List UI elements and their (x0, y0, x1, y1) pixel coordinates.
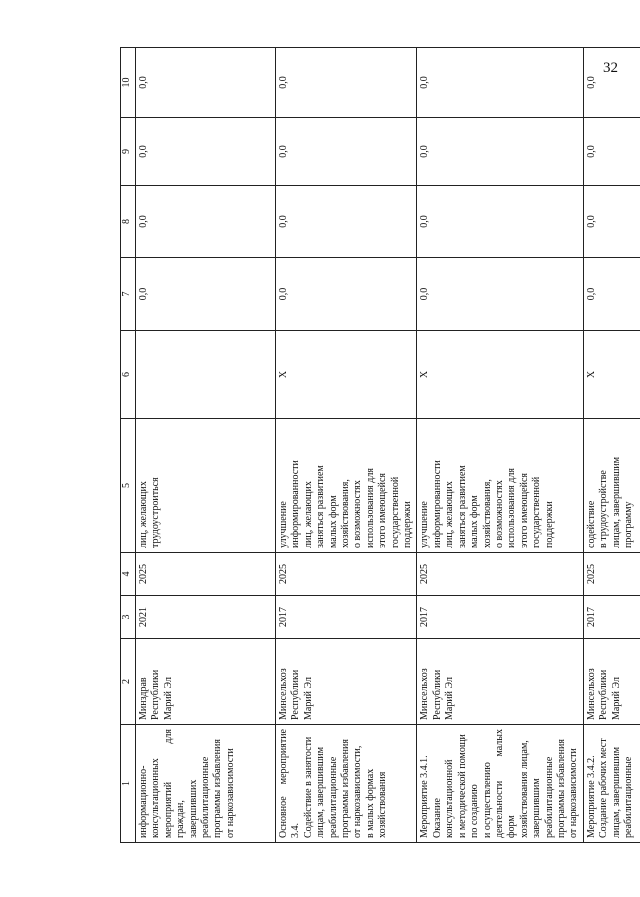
value-cell: 0,0 (583, 48, 640, 118)
mark-cell: X (417, 331, 583, 419)
result-cell: улучшение информированности лиц, желающих заняться развитием малых форм хозяйствования, о возможностях использования для этого имеющейся государственной поддержки (417, 419, 583, 553)
value-cell: 0,0 (583, 186, 640, 258)
mark-cell (136, 331, 276, 419)
value-cell: 0,0 (136, 258, 276, 331)
measure-cell: Основное мероприятие 3.4. Содействие в занятости лицам, завершившим реабилитационные программы избавления от наркозависимости, в малых формах хозяйствования (276, 725, 417, 843)
column-header: 8 (121, 186, 136, 258)
column-header: 2 (121, 639, 136, 725)
measure-cell: Мероприятие 3.4.1. Оказание консультационной и методической помощи по созданию и осуществлению деятельности малых форм хозяйствования лицам, завершившим реабилитационные программы избавления от наркозависимости (417, 725, 583, 843)
column-header: 10 (121, 48, 136, 118)
end-year-cell: 2025 (583, 553, 640, 596)
start-year-cell: 2017 (276, 596, 417, 639)
column-header: 7 (121, 258, 136, 331)
result-cell: улучшение информированности лиц, желающих заняться развитием малых форм хозяйствования, о возможностях использования для этого имеющейся государственной поддержки (276, 419, 417, 553)
measures-table (120, 47, 640, 843)
start-year-cell: 2021 (136, 596, 276, 639)
column-header: 9 (121, 118, 136, 186)
value-cell: 0,0 (417, 186, 583, 258)
value-cell: 0,0 (276, 48, 417, 118)
value-cell: 0,0 (276, 258, 417, 331)
column-header: 6 (121, 331, 136, 419)
value-cell: 0,0 (276, 118, 417, 186)
end-year-cell: 2025 (417, 553, 583, 596)
end-year-cell: 2025 (276, 553, 417, 596)
value-cell: 0,0 (417, 48, 583, 118)
column-header: 4 (121, 553, 136, 596)
column-header: 1 (121, 725, 136, 843)
result-cell: лиц, желающих трудоустроиться (136, 419, 276, 553)
start-year-cell: 2017 (583, 596, 640, 639)
value-cell: 0,0 (136, 118, 276, 186)
executor-cell: Минздрав Республики Марий Эл (136, 639, 276, 725)
measure-cell: Мероприятие 3.4.2. Создание рабочих мест лицам, завершившим реабилитационные (583, 725, 640, 843)
executor-cell: Минсельхоз Республики Марий Эл (276, 639, 417, 725)
measures-table-rotated (120, 48, 634, 843)
value-cell: 0,0 (417, 258, 583, 331)
measure-cell: информационно- консультационных мероприятий для граждан, завершивших реабилитационные программы избавления от наркозависимости (136, 725, 276, 843)
result-cell: содействие в трудоустройстве лицам, завершившим программу (583, 419, 640, 553)
table-row (583, 48, 640, 843)
value-cell: 0,0 (583, 118, 640, 186)
column-header: 3 (121, 596, 136, 639)
column-header: 5 (121, 419, 136, 553)
table-row (417, 48, 583, 843)
executor-cell: Минсельхоз Республики Марий Эл (583, 639, 640, 725)
table-row (136, 48, 276, 843)
mark-cell: X (583, 331, 640, 419)
page-number: 32 (603, 60, 618, 76)
executor-cell: Минсельхоз Республики Марий Эл (417, 639, 583, 725)
value-cell: 0,0 (417, 118, 583, 186)
value-cell: 0,0 (136, 186, 276, 258)
mark-cell: X (276, 331, 417, 419)
start-year-cell: 2017 (417, 596, 583, 639)
value-cell: 0,0 (276, 186, 417, 258)
table-row (276, 48, 417, 843)
end-year-cell: 2025 (136, 553, 276, 596)
value-cell: 0,0 (136, 48, 276, 118)
table-header-row (121, 48, 136, 843)
value-cell: 0,0 (583, 258, 640, 331)
